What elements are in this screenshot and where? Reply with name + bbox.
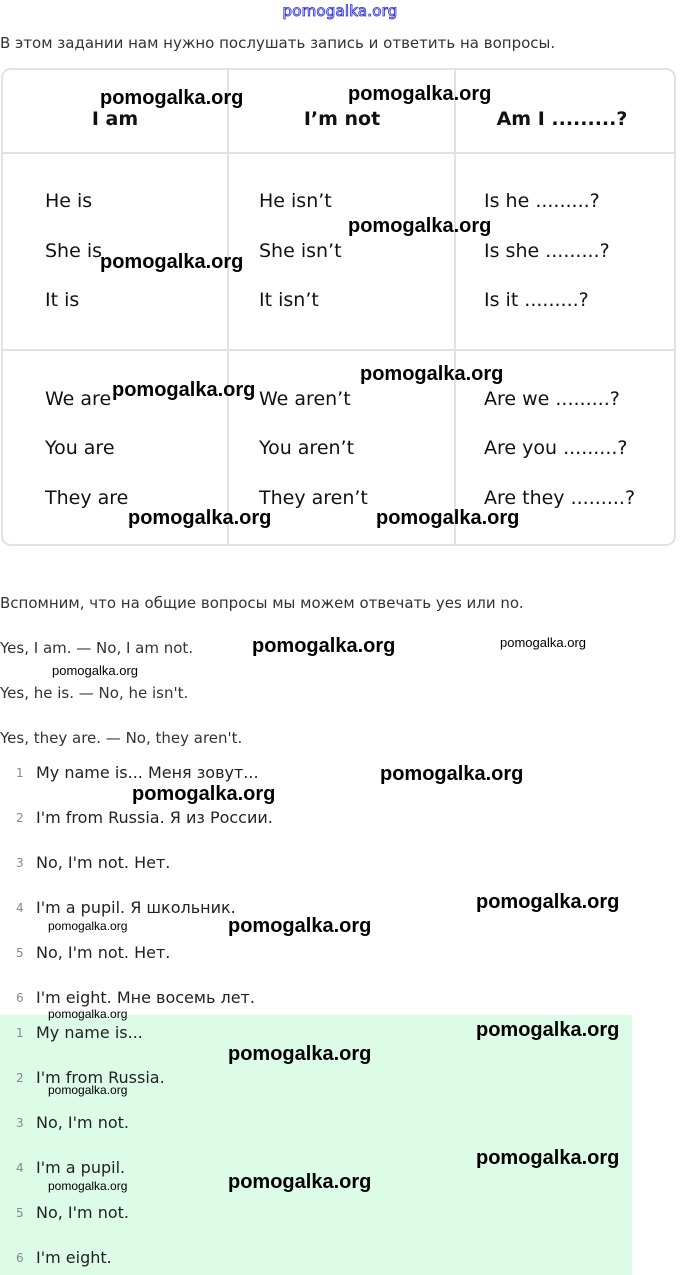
reminder-text: Вспомним, что на общие вопросы мы можем отвечать yes или no. (0, 594, 524, 612)
list-item: My name is... Меня зовут... (36, 763, 259, 782)
table-cell: They aren’t (259, 487, 368, 509)
watermark: pomogalka.org (476, 891, 620, 913)
list-item: I'm from Russia. (36, 1068, 165, 1087)
watermark: pomogalka.org (348, 83, 492, 105)
watermark: pomogalka.org (100, 87, 244, 109)
watermark: pomogalka.org (100, 251, 244, 273)
table-divider (227, 70, 229, 544)
table-cell: Are we .........? (484, 388, 620, 410)
table-cell: It isn’t (259, 289, 319, 311)
list-item: I'm from Russia. Я из России. (36, 808, 273, 827)
example-line: Yes, they are. — No, they aren't. (0, 729, 243, 747)
table-cell: We are (45, 388, 112, 410)
table-cell: Is it .........? (484, 289, 589, 311)
list-item: No, I'm not. (36, 1203, 130, 1222)
header-i-am: I am (91, 108, 139, 130)
table-cell: She isn’t (259, 240, 342, 262)
intro-text: В этом задании нам нужно послушать запись и ответить на вопросы. (0, 34, 556, 52)
watermark: pomogalka.org (380, 763, 524, 785)
grammar-table (1, 68, 676, 546)
list-item: I'm a pupil. (36, 1158, 126, 1177)
watermark: pomogalka.org (476, 1147, 620, 1169)
list-item: I'm eight. Мне восемь лет. (36, 988, 255, 1007)
watermark: pomogalka.org (128, 507, 272, 529)
watermark: pomogalka.org (52, 663, 138, 678)
list-item: I'm eight. (36, 1248, 112, 1267)
item-number: 2 (16, 1071, 24, 1085)
header-am-i: Am I .........? (496, 108, 628, 130)
watermark: pomogalka.org (48, 1083, 128, 1097)
table-cell: She is (45, 240, 103, 262)
table-divider (3, 152, 674, 154)
item-number: 3 (16, 1116, 24, 1130)
list-item: No, I'm not. (36, 1113, 130, 1132)
table-cell: You are (45, 437, 115, 459)
watermark: pomogalka.org (500, 635, 586, 650)
table-divider (454, 70, 456, 544)
table-cell: Is he .........? (484, 190, 600, 212)
item-number: 2 (16, 811, 24, 825)
watermark: pomogalka.org (376, 507, 520, 529)
item-number: 6 (16, 991, 24, 1005)
site-logo: pomogalka.org (282, 2, 398, 20)
table-cell: He is (45, 190, 93, 212)
watermark: pomogalka.org (48, 1007, 128, 1021)
watermark: pomogalka.org (48, 919, 128, 933)
item-number: 5 (16, 946, 24, 960)
watermark: pomogalka.org (112, 379, 256, 401)
watermark: pomogalka.org (476, 1019, 620, 1041)
watermark: pomogalka.org (228, 1171, 372, 1193)
item-number: 1 (16, 1026, 24, 1040)
list-item: My name is... (36, 1023, 143, 1042)
table-cell: It is (45, 289, 80, 311)
header-i-am-not: I’m not (303, 108, 381, 130)
example-line: Yes, I am. — No, I am not. (0, 639, 194, 657)
watermark: pomogalka.org (360, 363, 504, 385)
table-cell: Is she .........? (484, 240, 610, 262)
list-item: I'm a pupil. Я школьник. (36, 898, 236, 917)
table-divider (3, 349, 674, 351)
table-cell: He isn’t (259, 190, 332, 212)
watermark: pomogalka.org (48, 1179, 128, 1193)
watermark: pomogalka.org (252, 635, 396, 657)
watermark: pomogalka.org (228, 1043, 372, 1065)
table-cell: Are you .........? (484, 437, 628, 459)
watermark: pomogalka.org (348, 215, 492, 237)
table-cell: They are (45, 487, 129, 509)
item-number: 3 (16, 856, 24, 870)
example-line: Yes, he is. — No, he isn't. (0, 684, 189, 702)
item-number: 1 (16, 766, 24, 780)
item-number: 6 (16, 1251, 24, 1265)
list-item: No, I'm not. Нет. (36, 853, 171, 872)
list-item: No, I'm not. Нет. (36, 943, 171, 962)
table-cell: You aren’t (259, 437, 355, 459)
watermark: pomogalka.org (132, 783, 276, 805)
table-cell: Are they .........? (484, 487, 636, 509)
table-cell: We aren’t (259, 388, 351, 410)
item-number: 4 (16, 1161, 24, 1175)
item-number: 5 (16, 1206, 24, 1220)
watermark: pomogalka.org (228, 915, 372, 937)
item-number: 4 (16, 901, 24, 915)
